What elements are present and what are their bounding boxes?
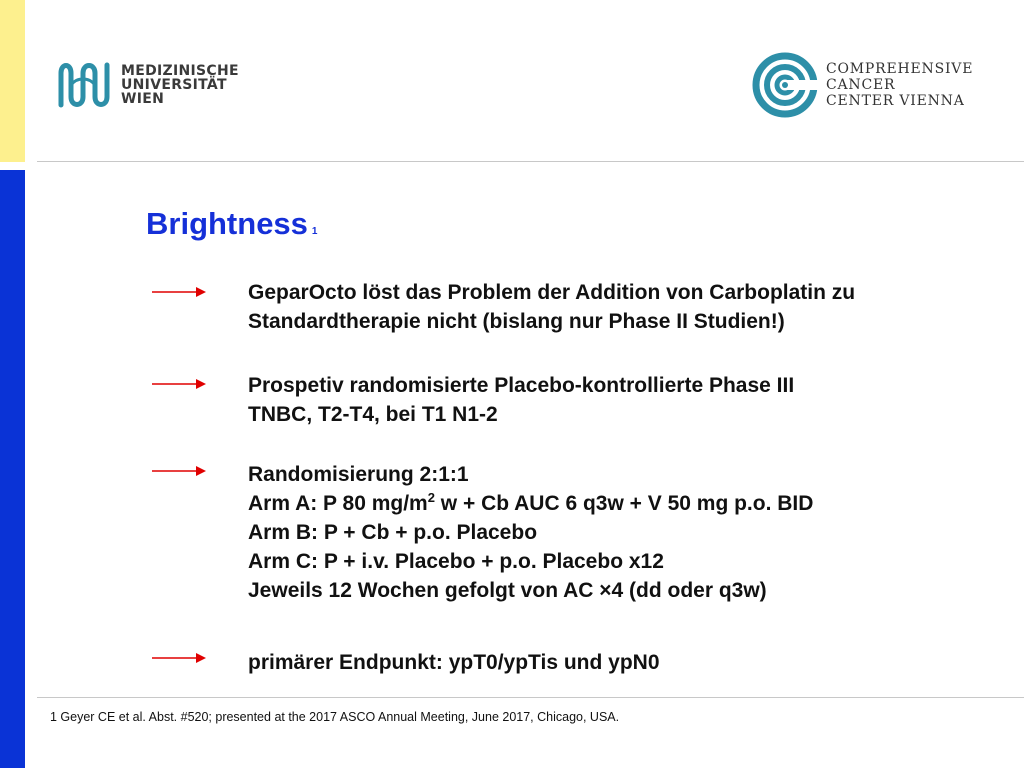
arm-a-suffix: w + Cb AUC 6 q3w + V 50 mg p.o. BID [434,492,814,515]
ccc-vienna-logo [752,52,973,118]
arm-a-line [248,489,1008,518]
sidebar-yellow-bar [0,0,25,162]
meduni-logo-line-1: MEDIZINISCHE [121,63,239,79]
slide-title-text: Brightness [146,206,308,241]
arm-a-superscript: 2 [427,490,435,505]
meduni-logo-line-3: WIEN [121,91,165,107]
arm-a-prefix: Arm A: P 80 mg/m [248,492,428,515]
bullet-1-line-2: Standardtherapie nicht (bislang nur Phase II Studien!) [248,310,785,333]
title-footnote-ref: 1 [311,226,318,237]
meduni-wien-logo [55,55,239,115]
header-divider [37,161,1024,162]
red-arrow-icon [152,465,206,477]
ccc-logo-line-2: CANCER [826,77,896,93]
arm-b-line: Arm B: P + Cb + p.o. Placebo [248,521,538,544]
bullet-1-line-1: GeparOcto löst das Problem der Addition von Carboplatin zu [248,281,856,304]
sidebar-blue-bar [0,170,25,768]
randomisierung-line: Randomisierung 2:1:1 [248,463,469,486]
bullet-2-line-1: Prospetiv randomisierte Placebo-kontrollierte Phase III [248,374,795,397]
ccc-spiral-logo-icon [752,52,818,118]
footnote: 1 Geyer CE et al. Abst. #520; presented at the 2017 ASCO Annual Meeting, June 2017, Chicago, USA. [50,710,620,724]
bullet-2-line-2: TNBC, T2-T4, bei T1 N1-2 [248,403,498,426]
meduni-wien-logo-icon [55,55,115,115]
red-arrow-icon [152,378,206,390]
footer-divider [37,697,1024,698]
meduni-logo-line-2: UNIVERSITÄT [121,77,227,93]
jeweils-line: Jeweils 12 Wochen gefolgt von AC ×4 (dd oder q3w) [248,579,767,602]
arm-c-line: Arm C: P + i.v. Placebo + p.o. Placebo x12 [248,550,664,573]
slide-title [146,204,317,252]
ccc-logo-line-1: COMPREHENSIVE [826,61,974,77]
ccc-logo-line-3: CENTER VIENNA [826,93,965,109]
red-arrow-icon [152,652,206,664]
red-arrow-icon [152,286,206,298]
bullet-4-line-1: primärer Endpunkt: ypT0/ypTis und ypN0 [248,651,660,674]
